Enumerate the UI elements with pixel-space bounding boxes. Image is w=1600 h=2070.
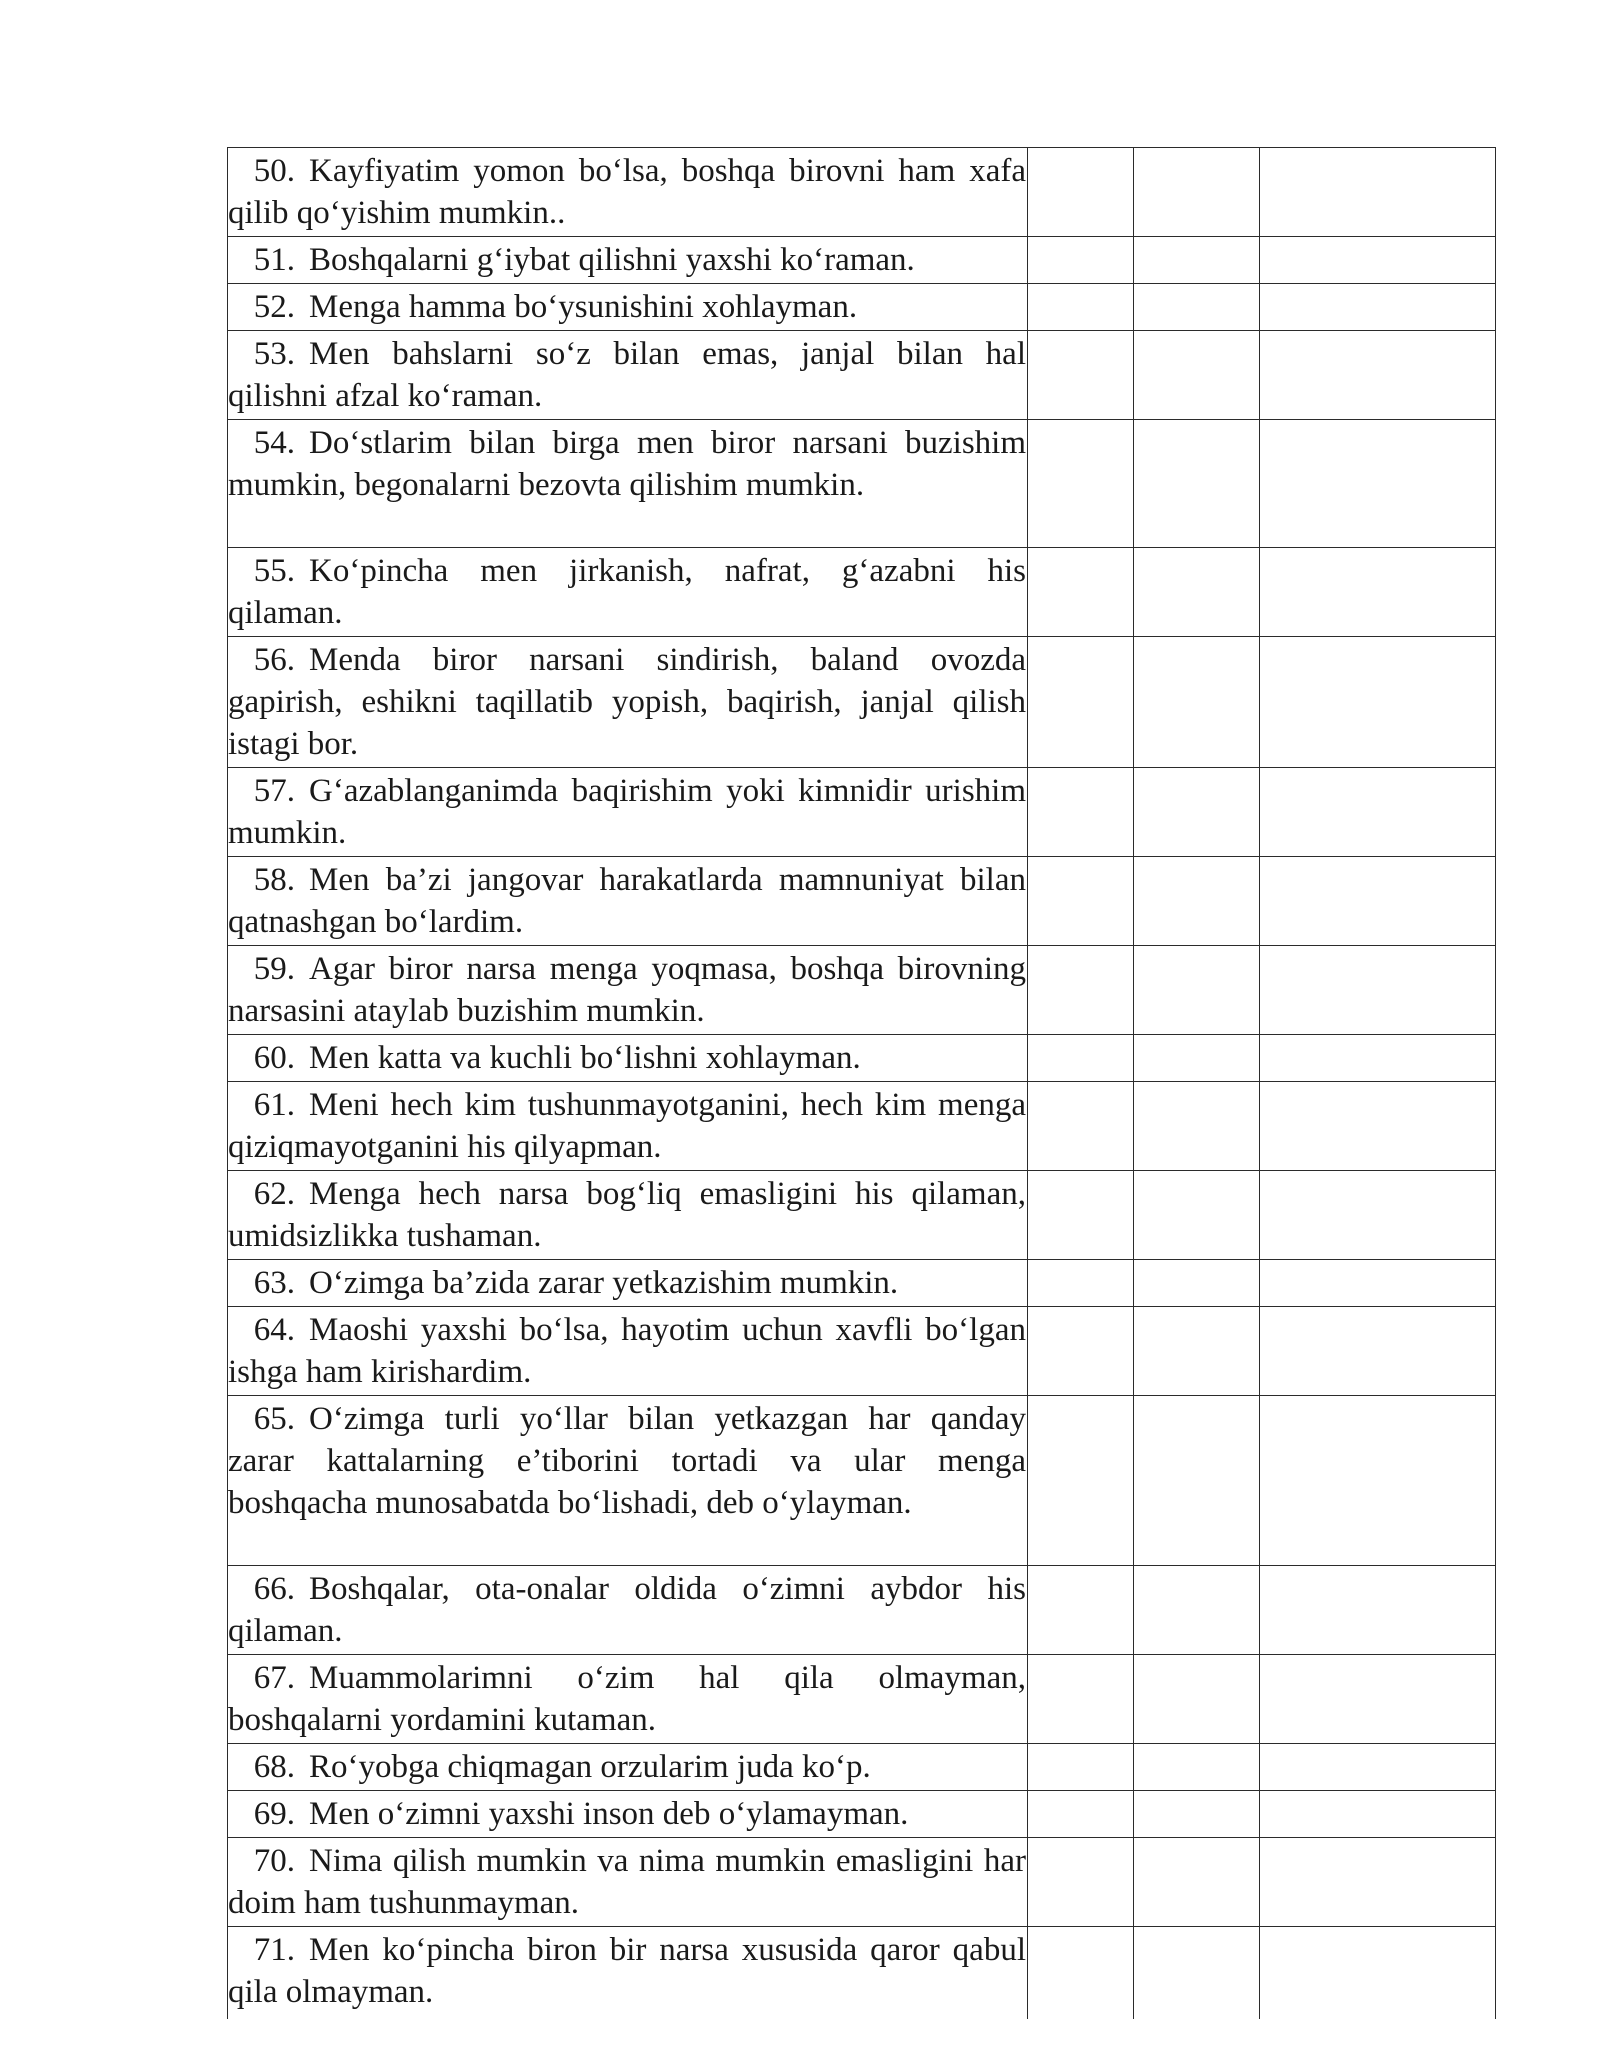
question-cell — [228, 284, 1028, 331]
question-number: 71. — [253, 1932, 295, 1968]
question-text: Boshqalarni g‘iybat qilishni yaxshi ko‘raman. — [309, 242, 915, 278]
question-text: Men ba’zi jangovar harakatlarda mamnuniyat bilan qatnashgan bo‘lardim. — [228, 862, 1026, 940]
answer-cell-c[interactable] — [1260, 1082, 1496, 1171]
answer-cell-c[interactable] — [1260, 148, 1496, 237]
question-cell — [228, 1082, 1028, 1171]
answer-cell-a[interactable] — [1028, 1171, 1134, 1260]
answer-cell-a[interactable] — [1028, 548, 1134, 637]
question-row — [228, 1082, 1496, 1171]
question-row — [228, 637, 1496, 768]
answer-cell-b[interactable] — [1134, 768, 1260, 857]
answer-cell-b[interactable] — [1134, 1171, 1260, 1260]
question-number: 65. — [253, 1401, 295, 1437]
answer-cell-c[interactable] — [1260, 768, 1496, 857]
question-cell — [228, 1171, 1028, 1260]
question-row — [228, 768, 1496, 857]
answer-cell-a[interactable] — [1028, 1791, 1134, 1838]
answer-cell-a[interactable] — [1028, 946, 1134, 1035]
question-number: 67. — [253, 1660, 295, 1696]
answer-cell-a[interactable] — [1028, 1082, 1134, 1171]
answer-cell-a[interactable] — [1028, 237, 1134, 284]
answer-cell-c[interactable] — [1260, 637, 1496, 768]
question-text: Menda biror narsani sindirish, baland ovozda gapirish, eshikni taqillatib yopish, baqirish, janjal qilish istagi bor. — [228, 642, 1026, 762]
question-cell — [228, 1035, 1028, 1082]
answer-cell-a[interactable] — [1028, 1655, 1134, 1744]
question-row — [228, 1927, 1496, 2019]
question-row — [228, 148, 1496, 237]
answer-cell-b[interactable] — [1134, 1082, 1260, 1171]
question-cell — [228, 768, 1028, 857]
question-cell — [228, 1566, 1028, 1655]
answer-cell-b[interactable] — [1134, 1396, 1260, 1566]
question-number: 52. — [253, 289, 295, 325]
question-cell — [228, 420, 1028, 548]
answer-cell-b[interactable] — [1134, 1744, 1260, 1791]
answer-cell-b[interactable] — [1134, 1260, 1260, 1307]
question-text: Nima qilish mumkin va nima mumkin emasligini har doim ham tushunmayman. — [228, 1843, 1026, 1921]
answer-cell-c[interactable] — [1260, 331, 1496, 420]
question-row — [228, 548, 1496, 637]
answer-cell-c[interactable] — [1260, 1838, 1496, 1927]
question-row — [228, 1655, 1496, 1744]
question-text: O‘zimga turli yo‘llar bilan yetkazgan har qanday zarar kattalarning e’tiborini tortadi va ular menga boshqacha munosabatda bo‘lishadi, deb o‘ylayman. — [228, 1401, 1026, 1521]
answer-cell-c[interactable] — [1260, 1655, 1496, 1744]
question-number: 66. — [253, 1571, 295, 1607]
answer-cell-b[interactable] — [1134, 1307, 1260, 1396]
question-text: Do‘stlarim bilan birga men biror narsani buzishim mumkin, begonalarni bezovta qilishim mumkin. — [228, 425, 1026, 503]
answer-cell-a[interactable] — [1028, 331, 1134, 420]
question-number: 59. — [253, 951, 295, 987]
question-number: 64. — [253, 1312, 295, 1348]
question-number: 60. — [253, 1040, 295, 1076]
answer-cell-c[interactable] — [1260, 1744, 1496, 1791]
answer-cell-c[interactable] — [1260, 946, 1496, 1035]
answer-cell-b[interactable] — [1134, 548, 1260, 637]
answer-cell-b[interactable] — [1134, 331, 1260, 420]
question-number: 63. — [253, 1265, 295, 1301]
answer-cell-b[interactable] — [1134, 148, 1260, 237]
answer-cell-b[interactable] — [1134, 1791, 1260, 1838]
answer-cell-b[interactable] — [1134, 1838, 1260, 1927]
question-number: 56. — [253, 642, 295, 678]
question-row — [228, 1307, 1496, 1396]
answer-cell-a[interactable] — [1028, 857, 1134, 946]
answer-cell-c[interactable] — [1260, 1566, 1496, 1655]
answer-cell-c[interactable] — [1260, 237, 1496, 284]
question-row — [228, 1566, 1496, 1655]
question-number: 69. — [253, 1796, 295, 1832]
question-cell — [228, 1927, 1028, 2019]
question-number: 62. — [253, 1176, 295, 1212]
answer-cell-c[interactable] — [1260, 1035, 1496, 1082]
question-cell — [228, 1744, 1028, 1791]
question-cell — [228, 1791, 1028, 1838]
question-text: O‘zimga ba’zida zarar yetkazishim mumkin. — [309, 1265, 899, 1301]
question-number: 57. — [253, 773, 295, 809]
question-number: 70. — [253, 1843, 295, 1879]
answer-cell-c[interactable] — [1260, 1396, 1496, 1566]
answer-cell-c[interactable] — [1260, 1307, 1496, 1396]
question-cell — [228, 1838, 1028, 1927]
question-cell — [228, 1655, 1028, 1744]
question-number: 51. — [253, 242, 295, 278]
question-row — [228, 420, 1496, 548]
answer-cell-a[interactable] — [1028, 768, 1134, 857]
question-number: 55. — [253, 553, 295, 589]
answer-cell-c[interactable] — [1260, 1260, 1496, 1307]
answer-cell-a[interactable] — [1028, 1927, 1134, 2019]
answer-cell-b[interactable] — [1134, 1655, 1260, 1744]
question-text: Meni hech kim tushunmayotganini, hech kim menga qiziqmayotganini his qilyapman. — [228, 1087, 1026, 1165]
answer-cell-c[interactable] — [1260, 1791, 1496, 1838]
question-text: Maoshi yaxshi bo‘lsa, hayotim uchun xavfli bo‘lgan ishga ham kirishardim. — [228, 1312, 1026, 1390]
question-cell — [228, 637, 1028, 768]
question-text: Men ko‘pincha biron bir narsa xususida qaror qabul qila olmayman. — [228, 1932, 1026, 2010]
question-cell — [228, 1260, 1028, 1307]
answer-cell-a[interactable] — [1028, 1260, 1134, 1307]
question-row — [228, 1171, 1496, 1260]
question-text: Men bahslarni so‘z bilan emas, janjal bilan hal qilishni afzal ko‘raman. — [228, 336, 1026, 414]
question-text: Agar biror narsa menga yoqmasa, boshqa birovning narsasini ataylab buzishim mumkin. — [228, 951, 1026, 1029]
answer-cell-c[interactable] — [1260, 420, 1496, 548]
answer-cell-a[interactable] — [1028, 1566, 1134, 1655]
answer-cell-a[interactable] — [1028, 1744, 1134, 1791]
question-row — [228, 1838, 1496, 1927]
question-row — [228, 946, 1496, 1035]
question-text: G‘azablanganimda baqirishim yoki kimnidir urishim mumkin. — [228, 773, 1026, 851]
answer-cell-c[interactable] — [1260, 1927, 1496, 2019]
answer-cell-b[interactable] — [1134, 637, 1260, 768]
question-text: Men katta va kuchli bo‘lishni xohlayman. — [309, 1040, 861, 1076]
answer-cell-a[interactable] — [1028, 1396, 1134, 1566]
question-text: Muammolarimni o‘zim hal qila olmayman, boshqalarni yordamini kutaman. — [228, 1660, 1026, 1738]
question-cell — [228, 331, 1028, 420]
question-cell — [228, 1396, 1028, 1566]
answer-cell-c[interactable] — [1260, 284, 1496, 331]
question-number: 50. — [253, 153, 295, 189]
question-row — [228, 1035, 1496, 1082]
question-cell — [228, 1307, 1028, 1396]
question-cell — [228, 548, 1028, 637]
answer-cell-b[interactable] — [1134, 857, 1260, 946]
question-text: Menga hamma bo‘ysunishini xohlayman. — [309, 289, 858, 325]
question-number: 54. — [253, 425, 295, 461]
answer-cell-b[interactable] — [1134, 1035, 1260, 1082]
questionnaire-body — [228, 148, 1496, 2019]
question-text: Boshqalar, ota-onalar oldida o‘zimni aybdor his qilaman. — [228, 1571, 1026, 1649]
answer-cell-c[interactable] — [1260, 857, 1496, 946]
question-number: 53. — [253, 336, 295, 372]
question-row — [228, 1791, 1496, 1838]
answer-cell-a[interactable] — [1028, 637, 1134, 768]
answer-cell-b[interactable] — [1134, 420, 1260, 548]
answer-cell-a[interactable] — [1028, 1035, 1134, 1082]
question-number: 58. — [253, 862, 295, 898]
answer-cell-c[interactable] — [1260, 1171, 1496, 1260]
question-cell — [228, 946, 1028, 1035]
question-row — [228, 1260, 1496, 1307]
question-row — [228, 1744, 1496, 1791]
answer-cell-a[interactable] — [1028, 1838, 1134, 1927]
question-row — [228, 857, 1496, 946]
answer-cell-b[interactable] — [1134, 1566, 1260, 1655]
question-row — [228, 237, 1496, 284]
answer-cell-a[interactable] — [1028, 420, 1134, 548]
question-text: Men o‘zimni yaxshi inson deb o‘ylamayman. — [309, 1796, 909, 1832]
question-cell — [228, 237, 1028, 284]
question-text: Ro‘yobga chiqmagan orzularim juda ko‘p. — [309, 1749, 871, 1785]
answer-cell-b[interactable] — [1134, 1927, 1260, 2019]
question-row — [228, 284, 1496, 331]
answer-cell-b[interactable] — [1134, 237, 1260, 284]
answer-cell-a[interactable] — [1028, 284, 1134, 331]
answer-cell-b[interactable] — [1134, 946, 1260, 1035]
answer-cell-c[interactable] — [1260, 548, 1496, 637]
answer-cell-a[interactable] — [1028, 1307, 1134, 1396]
question-text: Ko‘pincha men jirkanish, nafrat, g‘azabni his qilaman. — [228, 553, 1026, 631]
questionnaire-table — [227, 147, 1496, 2019]
question-number: 61. — [253, 1087, 295, 1123]
question-row — [228, 1396, 1496, 1566]
question-text: Menga hech narsa bog‘liq emasligini his qilaman, umidsizlikka tushaman. — [228, 1176, 1026, 1254]
question-text: Kayfiyatim yomon bo‘lsa, boshqa birovni ham xafa qilib qo‘yishim mumkin.. — [228, 153, 1026, 231]
question-number: 68. — [253, 1749, 295, 1785]
answer-cell-b[interactable] — [1134, 284, 1260, 331]
answer-cell-a[interactable] — [1028, 148, 1134, 237]
question-row — [228, 331, 1496, 420]
question-cell — [228, 857, 1028, 946]
question-cell — [228, 148, 1028, 237]
